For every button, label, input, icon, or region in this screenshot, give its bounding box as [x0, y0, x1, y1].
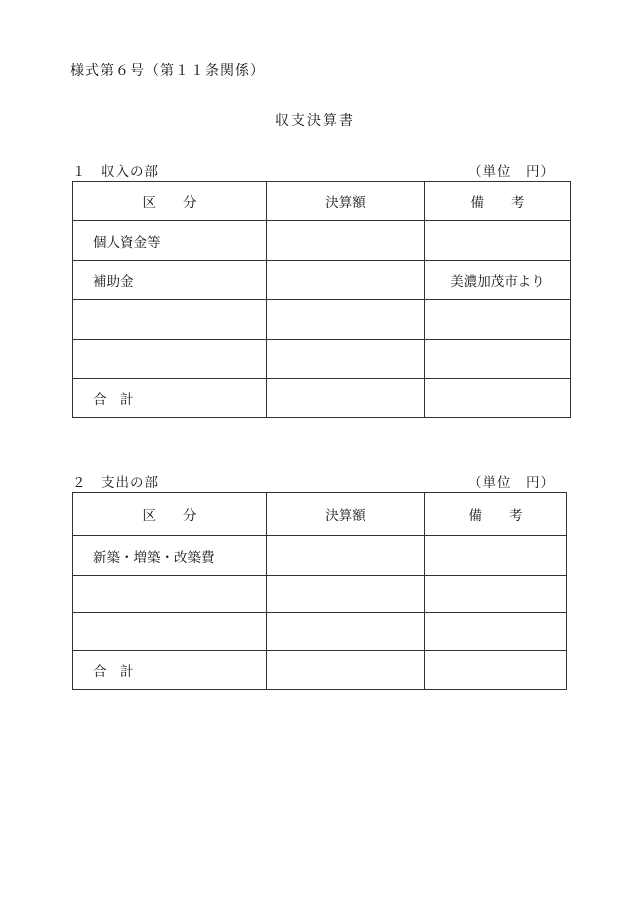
- amount-cell[interactable]: [267, 651, 425, 690]
- row-label[interactable]: [73, 300, 267, 340]
- column-header-category: 区 分: [73, 182, 267, 221]
- remarks-cell[interactable]: [425, 613, 567, 651]
- expense-header-row: [73, 493, 567, 536]
- amount-cell[interactable]: [267, 340, 425, 379]
- income-header-row: [73, 182, 571, 221]
- table-row: [73, 576, 567, 613]
- form-number: 様式第６号（第１１条関係）: [70, 63, 265, 79]
- income-section-heading: １ 収入の部: [72, 164, 159, 180]
- amount-cell[interactable]: [267, 613, 425, 651]
- total-label: 合 計: [73, 651, 267, 690]
- amount-cell[interactable]: [267, 300, 425, 340]
- remarks-cell[interactable]: 美濃加茂市より: [425, 261, 571, 300]
- remarks-cell[interactable]: [425, 576, 567, 613]
- expense-unit-label: （単位 円）: [468, 475, 555, 491]
- amount-cell[interactable]: [267, 261, 425, 300]
- table-row: [73, 613, 567, 651]
- total-row: [73, 379, 571, 418]
- table-row: [73, 261, 571, 300]
- remarks-cell[interactable]: [425, 300, 571, 340]
- expense-table: [72, 492, 567, 690]
- amount-cell[interactable]: [267, 221, 425, 261]
- row-label: 個人資金等: [73, 221, 267, 261]
- table-row: [73, 300, 571, 340]
- remarks-cell[interactable]: [425, 379, 571, 418]
- remarks-cell[interactable]: [425, 340, 571, 379]
- amount-cell[interactable]: [267, 379, 425, 418]
- document-title: 収支決算書: [275, 113, 355, 129]
- remarks-cell[interactable]: [425, 651, 567, 690]
- column-header-amount: 決算額: [267, 182, 425, 221]
- table-row: [73, 536, 567, 576]
- column-header-category: 区 分: [73, 493, 267, 536]
- remarks-cell[interactable]: [425, 221, 571, 261]
- row-label[interactable]: [73, 340, 267, 379]
- amount-cell[interactable]: [267, 536, 425, 576]
- table-row: [73, 340, 571, 379]
- column-header-amount: 決算額: [267, 493, 425, 536]
- total-row: [73, 651, 567, 690]
- column-header-remarks: 備 考: [425, 182, 571, 221]
- row-label: 新築・増築・改築費: [73, 536, 267, 576]
- amount-cell[interactable]: [267, 576, 425, 613]
- table-row: [73, 221, 571, 261]
- column-header-remarks: 備 考: [425, 493, 567, 536]
- income-unit-label: （単位 円）: [468, 164, 555, 180]
- row-label[interactable]: [73, 576, 267, 613]
- row-label[interactable]: [73, 613, 267, 651]
- row-label: 補助金: [73, 261, 267, 300]
- expense-section-heading: ２ 支出の部: [72, 475, 159, 491]
- remarks-cell[interactable]: [425, 536, 567, 576]
- total-label: 合 計: [73, 379, 267, 418]
- income-table: [72, 181, 571, 418]
